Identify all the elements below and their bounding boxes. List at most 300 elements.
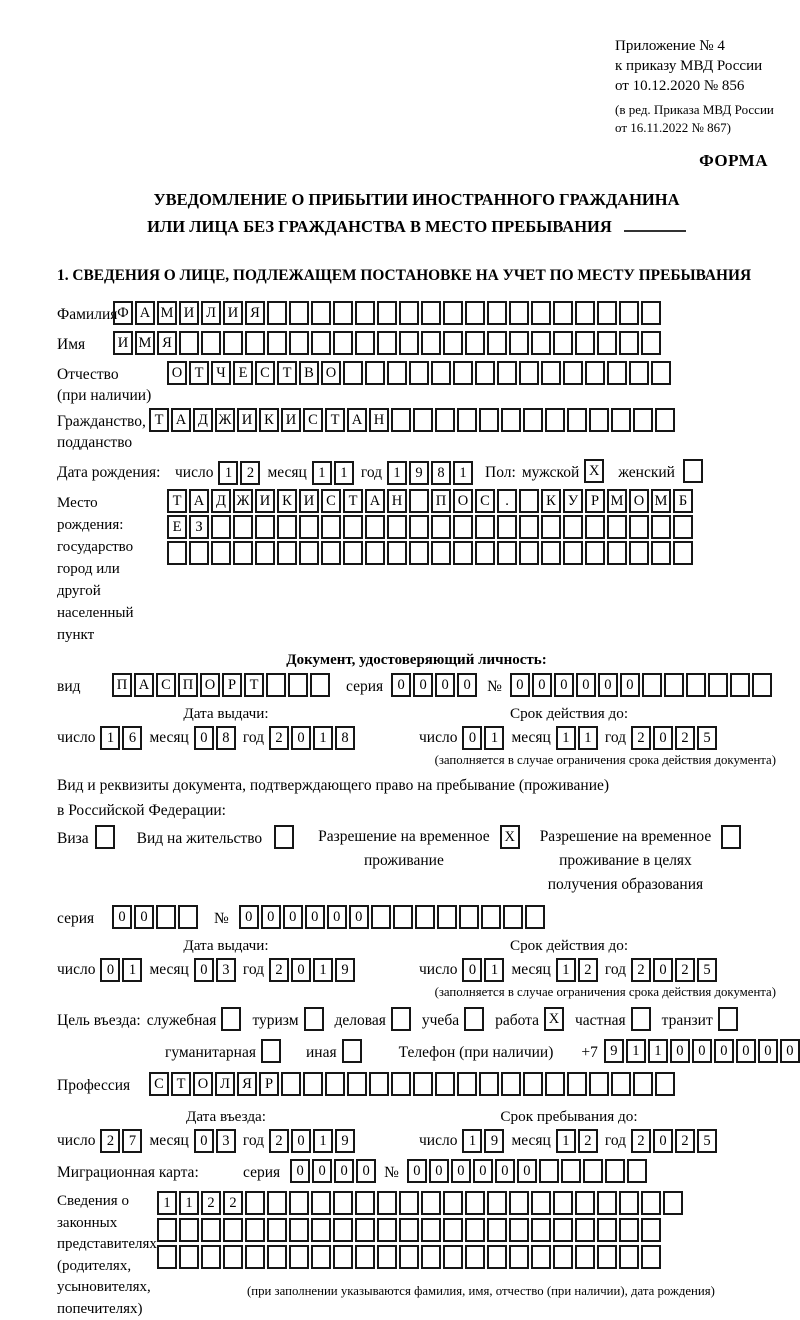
char-cell[interactable]: 1 <box>626 1039 646 1063</box>
char-cell[interactable] <box>585 541 605 565</box>
char-cell[interactable]: 0 <box>356 1159 376 1183</box>
char-cell[interactable] <box>201 331 221 355</box>
char-cell[interactable]: 0 <box>780 1039 800 1063</box>
sex-female-checkbox[interactable] <box>683 459 703 483</box>
char-cell[interactable] <box>523 1072 543 1096</box>
char-cell[interactable] <box>519 361 539 385</box>
char-cell[interactable] <box>399 1218 419 1242</box>
char-cell[interactable]: 2 <box>675 726 695 750</box>
reps-boxes-1[interactable] <box>157 1191 685 1215</box>
char-cell[interactable] <box>371 905 391 929</box>
char-cell[interactable] <box>233 541 253 565</box>
char-cell[interactable] <box>651 361 671 385</box>
char-cell[interactable] <box>391 1072 411 1096</box>
char-cell[interactable]: 2 <box>240 461 260 485</box>
char-cell[interactable]: И <box>223 301 243 325</box>
phone-boxes[interactable] <box>604 1039 800 1063</box>
rvp-edu-checkbox[interactable] <box>721 825 741 849</box>
char-cell[interactable] <box>553 1218 573 1242</box>
char-cell[interactable] <box>289 1218 309 1242</box>
char-cell[interactable] <box>167 541 187 565</box>
char-cell[interactable] <box>575 1218 595 1242</box>
char-cell[interactable]: Т <box>343 489 363 513</box>
iddoc-valid-month[interactable] <box>556 726 600 750</box>
char-cell[interactable] <box>223 331 243 355</box>
permit-valid-day[interactable] <box>462 958 506 982</box>
char-cell[interactable]: 0 <box>714 1039 734 1063</box>
char-cell[interactable]: 0 <box>653 1129 673 1153</box>
char-cell[interactable]: 0 <box>283 905 303 929</box>
char-cell[interactable]: 1 <box>556 958 576 982</box>
char-cell[interactable]: Ч <box>211 361 231 385</box>
visa-checkbox[interactable] <box>95 825 115 849</box>
char-cell[interactable] <box>629 361 649 385</box>
entry-issue-day[interactable] <box>100 1129 144 1153</box>
char-cell[interactable]: 0 <box>576 673 596 697</box>
iddoc-seriya-boxes[interactable] <box>391 673 479 697</box>
char-cell[interactable]: 5 <box>697 1129 717 1153</box>
char-cell[interactable]: 2 <box>675 958 695 982</box>
char-cell[interactable] <box>399 331 419 355</box>
char-cell[interactable] <box>563 515 583 539</box>
char-cell[interactable] <box>523 408 543 432</box>
rvp-checkbox[interactable]: X <box>500 825 520 849</box>
char-cell[interactable] <box>686 673 706 697</box>
char-cell[interactable] <box>509 1218 529 1242</box>
char-cell[interactable] <box>343 515 363 539</box>
char-cell[interactable] <box>333 331 353 355</box>
char-cell[interactable] <box>509 331 529 355</box>
char-cell[interactable] <box>633 1072 653 1096</box>
char-cell[interactable] <box>435 408 455 432</box>
surname-boxes[interactable] <box>113 301 663 325</box>
char-cell[interactable] <box>377 1245 397 1269</box>
char-cell[interactable] <box>343 541 363 565</box>
char-cell[interactable]: Т <box>277 361 297 385</box>
char-cell[interactable] <box>633 408 653 432</box>
char-cell[interactable] <box>475 515 495 539</box>
reps-boxes-3[interactable] <box>157 1245 663 1269</box>
char-cell[interactable] <box>453 515 473 539</box>
char-cell[interactable] <box>355 331 375 355</box>
char-cell[interactable] <box>443 1245 463 1269</box>
char-cell[interactable] <box>545 408 565 432</box>
char-cell[interactable]: 0 <box>653 958 673 982</box>
char-cell[interactable] <box>347 1072 367 1096</box>
char-cell[interactable]: 0 <box>554 673 574 697</box>
char-cell[interactable]: 2 <box>631 958 651 982</box>
chastnaya-checkbox[interactable] <box>631 1007 651 1031</box>
char-cell[interactable] <box>465 1218 485 1242</box>
char-cell[interactable]: 1 <box>157 1191 177 1215</box>
char-cell[interactable] <box>431 361 451 385</box>
char-cell[interactable] <box>321 541 341 565</box>
char-cell[interactable] <box>288 673 308 697</box>
char-cell[interactable]: Р <box>585 489 605 513</box>
char-cell[interactable]: 0 <box>532 673 552 697</box>
char-cell[interactable] <box>421 331 441 355</box>
char-cell[interactable] <box>333 1245 353 1269</box>
char-cell[interactable] <box>245 1218 265 1242</box>
char-cell[interactable]: Т <box>167 489 187 513</box>
char-cell[interactable] <box>303 1072 323 1096</box>
char-cell[interactable]: 2 <box>578 1129 598 1153</box>
char-cell[interactable] <box>443 1191 463 1215</box>
char-cell[interactable]: Д <box>193 408 213 432</box>
char-cell[interactable]: О <box>167 361 187 385</box>
char-cell[interactable] <box>267 1218 287 1242</box>
char-cell[interactable] <box>457 1072 477 1096</box>
char-cell[interactable]: 1 <box>484 726 504 750</box>
permit-number-boxes[interactable] <box>239 905 547 929</box>
char-cell[interactable]: З <box>189 515 209 539</box>
char-cell[interactable] <box>391 408 411 432</box>
char-cell[interactable]: 0 <box>327 905 347 929</box>
char-cell[interactable]: 2 <box>675 1129 695 1153</box>
char-cell[interactable] <box>752 673 772 697</box>
char-cell[interactable] <box>333 1218 353 1242</box>
char-cell[interactable]: 0 <box>291 726 311 750</box>
char-cell[interactable] <box>310 673 330 697</box>
char-cell[interactable] <box>501 1072 521 1096</box>
char-cell[interactable]: 2 <box>631 726 651 750</box>
char-cell[interactable]: И <box>179 301 199 325</box>
char-cell[interactable] <box>585 515 605 539</box>
char-cell[interactable]: 0 <box>435 673 455 697</box>
char-cell[interactable]: 0 <box>598 673 618 697</box>
char-cell[interactable]: М <box>135 331 155 355</box>
char-cell[interactable] <box>531 1245 551 1269</box>
permit-issue-day[interactable] <box>100 958 144 982</box>
entry-issue-month[interactable] <box>194 1129 238 1153</box>
char-cell[interactable]: 1 <box>122 958 142 982</box>
char-cell[interactable] <box>563 541 583 565</box>
char-cell[interactable] <box>365 515 385 539</box>
char-cell[interactable]: А <box>135 301 155 325</box>
char-cell[interactable]: Р <box>259 1072 279 1096</box>
char-cell[interactable] <box>730 673 750 697</box>
char-cell[interactable]: Ф <box>113 301 133 325</box>
permit-seriya-boxes[interactable] <box>112 905 200 929</box>
char-cell[interactable] <box>355 1191 375 1215</box>
char-cell[interactable] <box>481 905 501 929</box>
char-cell[interactable] <box>267 1191 287 1215</box>
char-cell[interactable]: Т <box>189 361 209 385</box>
iddoc-issue-day[interactable] <box>100 726 144 750</box>
char-cell[interactable] <box>541 361 561 385</box>
char-cell[interactable]: 0 <box>510 673 530 697</box>
char-cell[interactable] <box>575 1191 595 1215</box>
char-cell[interactable] <box>457 408 477 432</box>
iddoc-vid-boxes[interactable] <box>112 673 332 697</box>
char-cell[interactable] <box>179 1218 199 1242</box>
rabota-checkbox[interactable]: X <box>544 1007 564 1031</box>
char-cell[interactable] <box>311 1245 331 1269</box>
char-cell[interactable]: 1 <box>387 461 407 485</box>
iddoc-number-boxes[interactable] <box>510 673 774 697</box>
char-cell[interactable]: 2 <box>578 958 598 982</box>
char-cell[interactable] <box>619 301 639 325</box>
char-cell[interactable]: 0 <box>473 1159 493 1183</box>
char-cell[interactable] <box>421 1191 441 1215</box>
char-cell[interactable] <box>497 361 517 385</box>
char-cell[interactable] <box>325 1072 345 1096</box>
char-cell[interactable] <box>355 301 375 325</box>
char-cell[interactable]: Н <box>387 489 407 513</box>
char-cell[interactable]: 6 <box>122 726 142 750</box>
char-cell[interactable]: 2 <box>201 1191 221 1215</box>
entry-issue-year[interactable] <box>269 1129 357 1153</box>
char-cell[interactable] <box>453 541 473 565</box>
char-cell[interactable]: Н <box>369 408 389 432</box>
char-cell[interactable]: 1 <box>334 461 354 485</box>
char-cell[interactable] <box>597 1245 617 1269</box>
char-cell[interactable] <box>289 1245 309 1269</box>
char-cell[interactable] <box>655 1072 675 1096</box>
char-cell[interactable] <box>525 905 545 929</box>
char-cell[interactable] <box>651 541 671 565</box>
char-cell[interactable] <box>641 1245 661 1269</box>
char-cell[interactable] <box>503 905 523 929</box>
char-cell[interactable]: 9 <box>409 461 429 485</box>
char-cell[interactable] <box>156 905 176 929</box>
char-cell[interactable]: А <box>134 673 154 697</box>
profession-boxes[interactable] <box>149 1072 677 1096</box>
char-cell[interactable]: 8 <box>431 461 451 485</box>
char-cell[interactable]: 0 <box>407 1159 427 1183</box>
char-cell[interactable] <box>413 408 433 432</box>
char-cell[interactable] <box>277 515 297 539</box>
iddoc-valid-year[interactable] <box>631 726 719 750</box>
char-cell[interactable] <box>266 673 286 697</box>
char-cell[interactable]: Р <box>222 673 242 697</box>
char-cell[interactable]: 1 <box>100 726 120 750</box>
char-cell[interactable] <box>437 905 457 929</box>
char-cell[interactable] <box>629 541 649 565</box>
char-cell[interactable] <box>575 301 595 325</box>
char-cell[interactable] <box>365 361 385 385</box>
char-cell[interactable] <box>179 1245 199 1269</box>
char-cell[interactable] <box>333 301 353 325</box>
char-cell[interactable] <box>487 1245 507 1269</box>
char-cell[interactable]: 5 <box>697 726 717 750</box>
char-cell[interactable] <box>189 541 209 565</box>
char-cell[interactable] <box>663 1191 683 1215</box>
char-cell[interactable] <box>415 905 435 929</box>
turizm-checkbox[interactable] <box>304 1007 324 1031</box>
char-cell[interactable]: 1 <box>312 461 332 485</box>
char-cell[interactable] <box>553 301 573 325</box>
char-cell[interactable] <box>497 541 517 565</box>
char-cell[interactable]: 0 <box>620 673 640 697</box>
char-cell[interactable] <box>629 515 649 539</box>
char-cell[interactable] <box>673 515 693 539</box>
birth-month-boxes[interactable] <box>312 461 356 485</box>
char-cell[interactable] <box>655 408 675 432</box>
char-cell[interactable] <box>607 515 627 539</box>
char-cell[interactable]: С <box>156 673 176 697</box>
char-cell[interactable]: А <box>347 408 367 432</box>
char-cell[interactable]: С <box>255 361 275 385</box>
char-cell[interactable] <box>355 1218 375 1242</box>
char-cell[interactable] <box>369 1072 389 1096</box>
patronymic-boxes[interactable] <box>167 361 673 385</box>
char-cell[interactable] <box>443 331 463 355</box>
char-cell[interactable]: 3 <box>216 1129 236 1153</box>
char-cell[interactable] <box>541 515 561 539</box>
char-cell[interactable]: 0 <box>194 726 214 750</box>
char-cell[interactable] <box>509 1245 529 1269</box>
sex-male-checkbox[interactable]: X <box>584 459 604 483</box>
char-cell[interactable]: . <box>497 489 517 513</box>
char-cell[interactable]: 0 <box>670 1039 690 1063</box>
gumanitarnaya-checkbox[interactable] <box>261 1039 281 1063</box>
char-cell[interactable] <box>641 301 661 325</box>
firstname-boxes[interactable] <box>113 331 663 355</box>
char-cell[interactable]: Д <box>211 489 231 513</box>
char-cell[interactable]: С <box>321 489 341 513</box>
char-cell[interactable] <box>519 489 539 513</box>
char-cell[interactable]: А <box>171 408 191 432</box>
char-cell[interactable]: 1 <box>218 461 238 485</box>
char-cell[interactable]: 0 <box>100 958 120 982</box>
char-cell[interactable]: С <box>303 408 323 432</box>
char-cell[interactable]: А <box>365 489 385 513</box>
char-cell[interactable]: А <box>189 489 209 513</box>
char-cell[interactable]: П <box>431 489 451 513</box>
char-cell[interactable]: 0 <box>692 1039 712 1063</box>
char-cell[interactable] <box>487 331 507 355</box>
char-cell[interactable]: О <box>321 361 341 385</box>
char-cell[interactable] <box>289 1191 309 1215</box>
char-cell[interactable] <box>399 1191 419 1215</box>
char-cell[interactable] <box>641 331 661 355</box>
char-cell[interactable] <box>541 541 561 565</box>
char-cell[interactable]: 0 <box>239 905 259 929</box>
char-cell[interactable]: 0 <box>305 905 325 929</box>
char-cell[interactable] <box>611 408 631 432</box>
char-cell[interactable] <box>289 301 309 325</box>
char-cell[interactable]: П <box>178 673 198 697</box>
char-cell[interactable]: 0 <box>758 1039 778 1063</box>
char-cell[interactable] <box>597 1191 617 1215</box>
char-cell[interactable]: 0 <box>457 673 477 697</box>
char-cell[interactable] <box>641 1218 661 1242</box>
char-cell[interactable] <box>377 301 397 325</box>
char-cell[interactable]: 1 <box>313 1129 333 1153</box>
delovaya-checkbox[interactable] <box>391 1007 411 1031</box>
entry-valid-year[interactable] <box>631 1129 719 1153</box>
char-cell[interactable] <box>255 541 275 565</box>
char-cell[interactable]: Я <box>237 1072 257 1096</box>
char-cell[interactable]: К <box>277 489 297 513</box>
char-cell[interactable] <box>519 541 539 565</box>
char-cell[interactable]: 1 <box>313 726 333 750</box>
char-cell[interactable] <box>597 301 617 325</box>
char-cell[interactable] <box>387 361 407 385</box>
char-cell[interactable]: 9 <box>604 1039 624 1063</box>
char-cell[interactable] <box>619 1218 639 1242</box>
char-cell[interactable]: 5 <box>697 958 717 982</box>
char-cell[interactable] <box>509 301 529 325</box>
char-cell[interactable]: 1 <box>453 461 473 485</box>
char-cell[interactable] <box>479 1072 499 1096</box>
char-cell[interactable] <box>377 1218 397 1242</box>
char-cell[interactable]: 1 <box>578 726 598 750</box>
char-cell[interactable] <box>465 331 485 355</box>
char-cell[interactable] <box>589 1072 609 1096</box>
iddoc-issue-year[interactable] <box>269 726 357 750</box>
char-cell[interactable] <box>299 541 319 565</box>
char-cell[interactable] <box>431 541 451 565</box>
char-cell[interactable]: И <box>255 489 275 513</box>
char-cell[interactable] <box>267 301 287 325</box>
char-cell[interactable] <box>531 1191 551 1215</box>
char-cell[interactable] <box>421 1218 441 1242</box>
char-cell[interactable]: 0 <box>462 726 482 750</box>
char-cell[interactable] <box>377 331 397 355</box>
char-cell[interactable] <box>179 331 199 355</box>
char-cell[interactable] <box>393 905 413 929</box>
char-cell[interactable]: 0 <box>194 1129 214 1153</box>
birth-day-boxes[interactable] <box>218 461 262 485</box>
char-cell[interactable]: С <box>149 1072 169 1096</box>
char-cell[interactable]: Т <box>325 408 345 432</box>
char-cell[interactable] <box>157 1218 177 1242</box>
char-cell[interactable] <box>497 515 517 539</box>
char-cell[interactable]: Я <box>157 331 177 355</box>
char-cell[interactable]: 0 <box>462 958 482 982</box>
char-cell[interactable]: Е <box>167 515 187 539</box>
char-cell[interactable]: 0 <box>112 905 132 929</box>
char-cell[interactable] <box>641 1191 661 1215</box>
char-cell[interactable] <box>245 331 265 355</box>
char-cell[interactable] <box>409 361 429 385</box>
char-cell[interactable]: 0 <box>451 1159 471 1183</box>
char-cell[interactable]: Я <box>245 301 265 325</box>
char-cell[interactable]: 0 <box>429 1159 449 1183</box>
char-cell[interactable]: К <box>259 408 279 432</box>
char-cell[interactable] <box>409 515 429 539</box>
char-cell[interactable] <box>289 331 309 355</box>
char-cell[interactable]: 2 <box>269 958 289 982</box>
char-cell[interactable]: М <box>651 489 671 513</box>
char-cell[interactable]: Т <box>149 408 169 432</box>
char-cell[interactable] <box>553 1191 573 1215</box>
char-cell[interactable] <box>531 1218 551 1242</box>
char-cell[interactable]: 0 <box>312 1159 332 1183</box>
char-cell[interactable] <box>465 301 485 325</box>
char-cell[interactable]: М <box>607 489 627 513</box>
char-cell[interactable] <box>708 673 728 697</box>
entry-valid-month[interactable] <box>556 1129 600 1153</box>
char-cell[interactable] <box>333 1191 353 1215</box>
char-cell[interactable] <box>619 1245 639 1269</box>
char-cell[interactable] <box>399 1245 419 1269</box>
char-cell[interactable]: 2 <box>223 1191 243 1215</box>
char-cell[interactable] <box>619 1191 639 1215</box>
char-cell[interactable]: 0 <box>653 726 673 750</box>
char-cell[interactable] <box>178 905 198 929</box>
char-cell[interactable] <box>443 301 463 325</box>
char-cell[interactable] <box>421 301 441 325</box>
char-cell[interactable]: 8 <box>216 726 236 750</box>
char-cell[interactable] <box>487 1218 507 1242</box>
iddoc-valid-day[interactable] <box>462 726 506 750</box>
char-cell[interactable] <box>619 331 639 355</box>
char-cell[interactable] <box>355 1245 375 1269</box>
char-cell[interactable] <box>597 1218 617 1242</box>
